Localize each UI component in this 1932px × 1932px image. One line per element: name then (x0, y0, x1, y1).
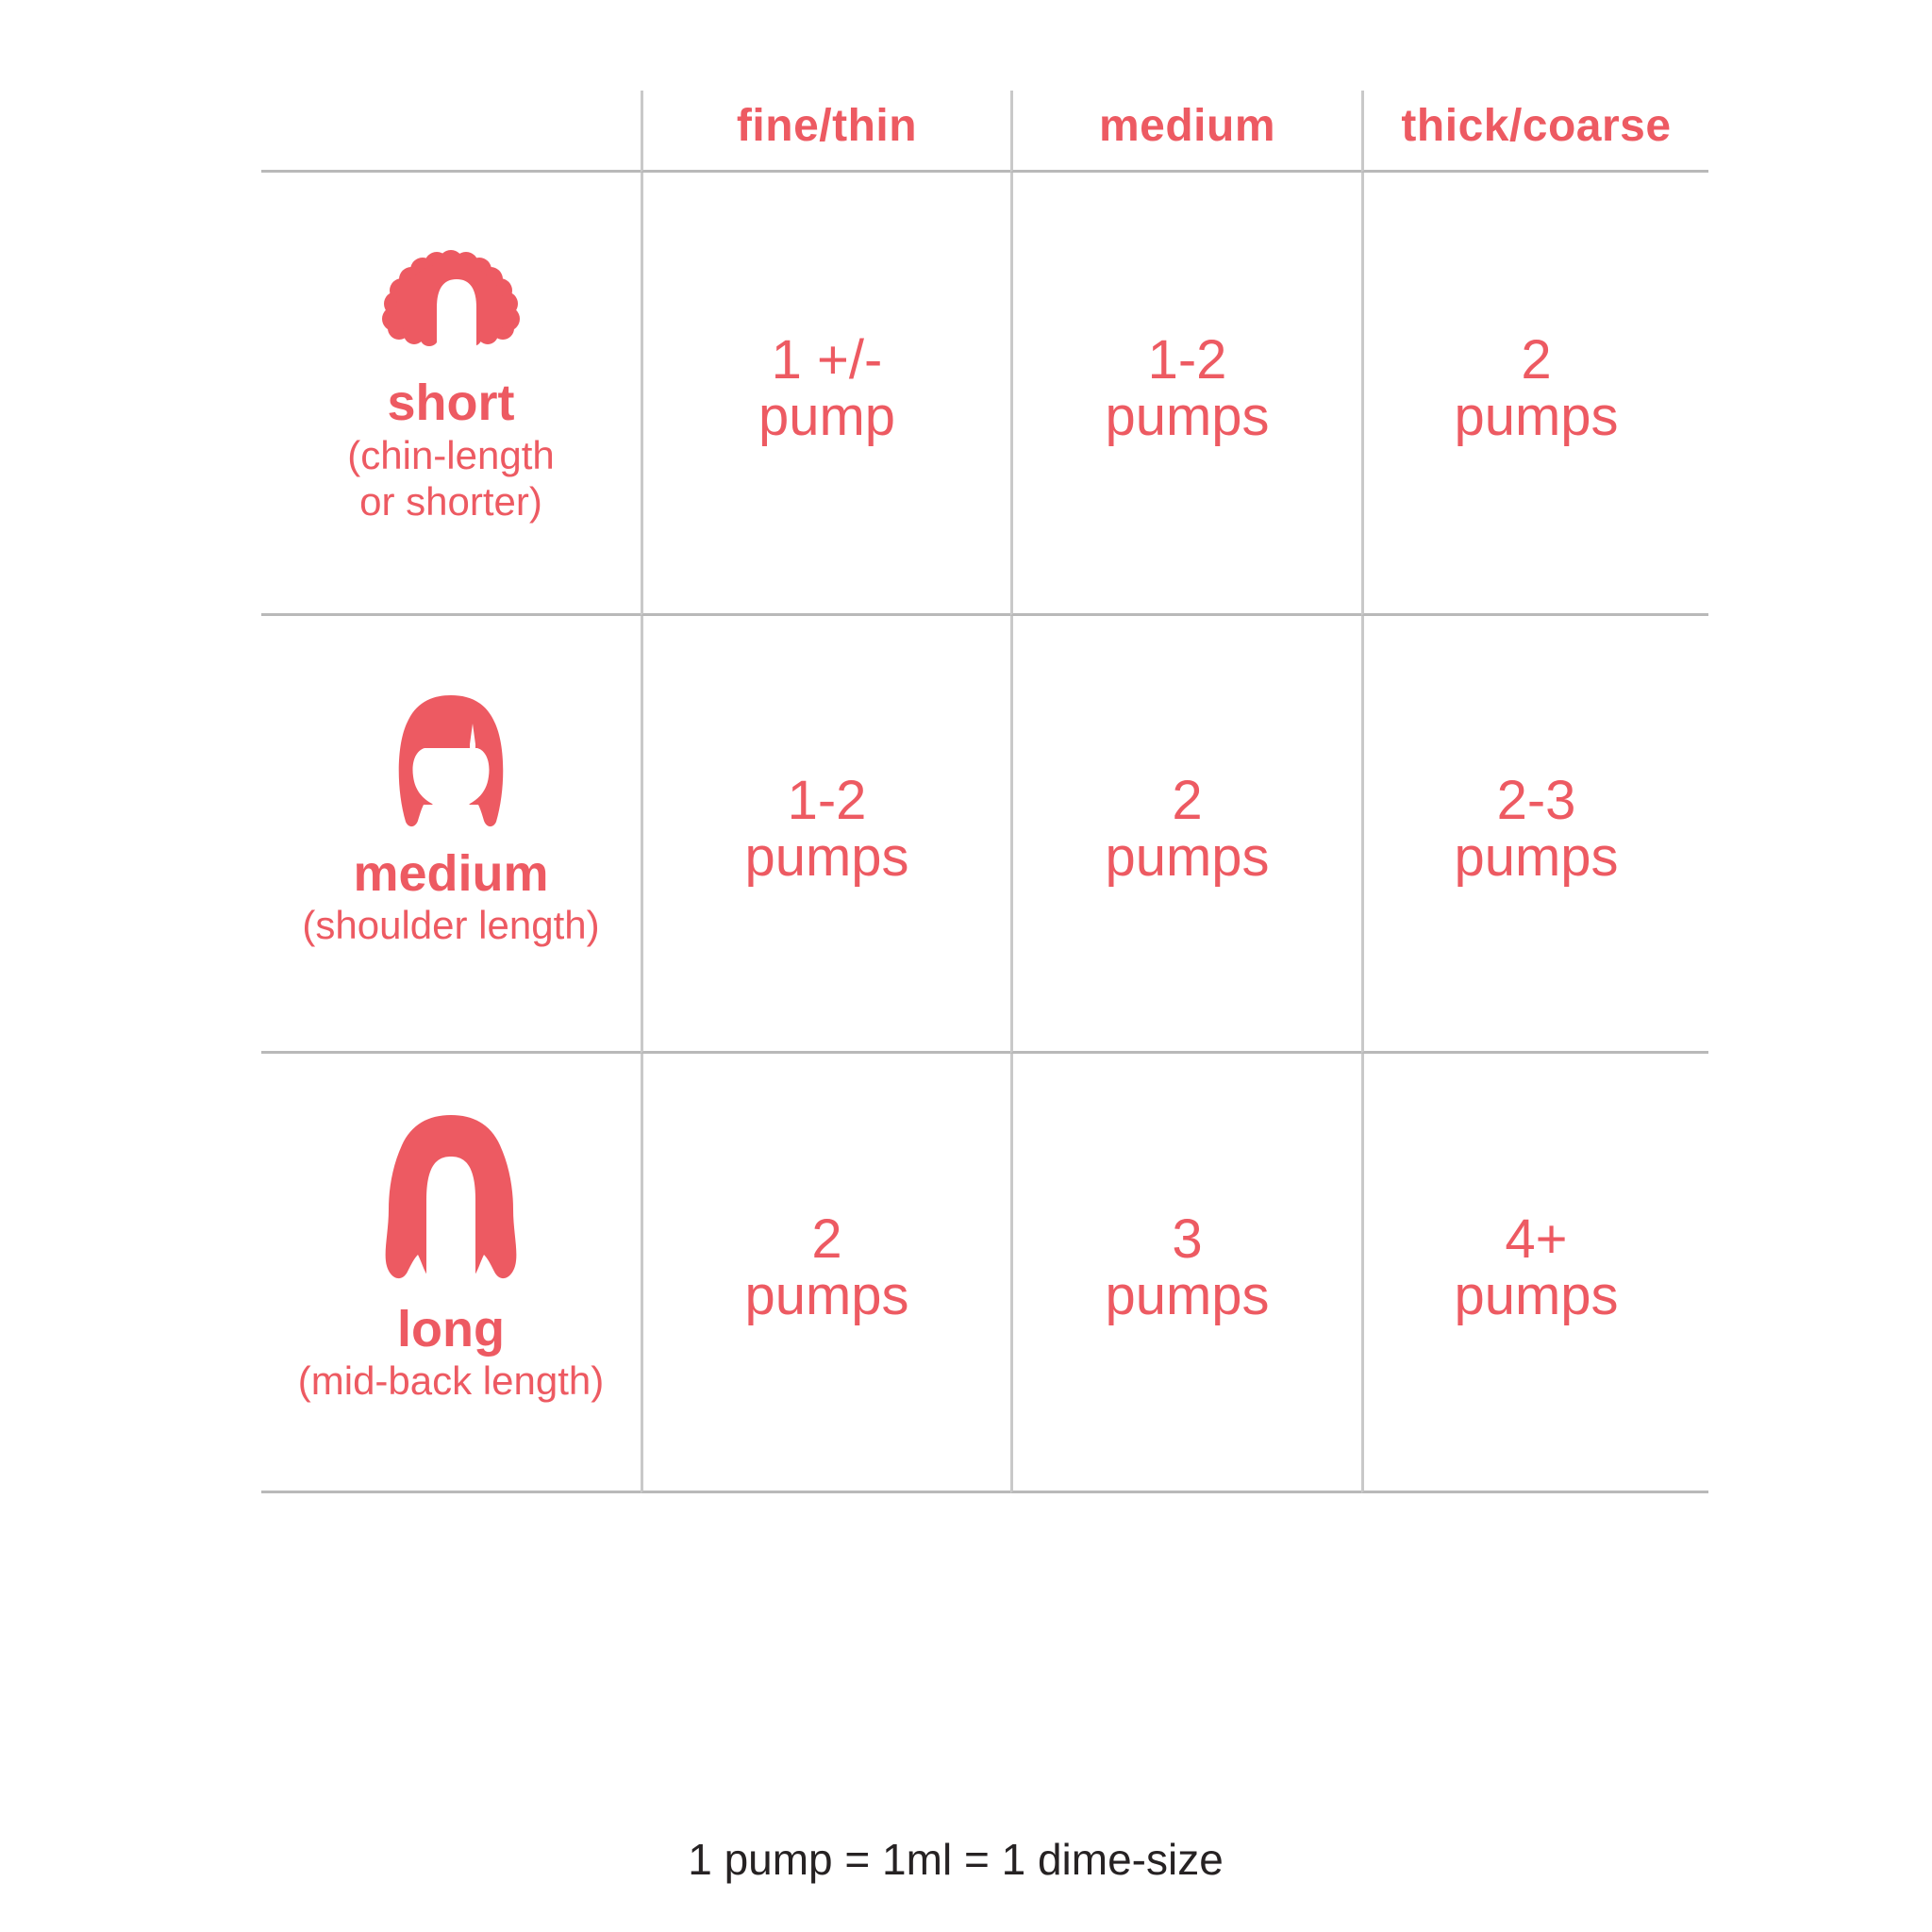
pump-amount: 2-3 (1496, 769, 1576, 831)
cell-long-thick-coarse (1361, 1054, 1708, 1493)
column-header-fine-thin: fine/thin (641, 91, 1010, 173)
pump-unit: pump (758, 385, 896, 447)
pump-unit: pumps (744, 825, 909, 888)
long-hair-icon (373, 1113, 529, 1289)
row-label: long (397, 1301, 505, 1358)
pump-unit: pumps (1454, 385, 1619, 447)
pump-unit: pumps (1105, 825, 1270, 888)
cell-medium-fine-thin (641, 616, 1010, 1054)
cell-short-medium (1010, 173, 1361, 616)
pump-amount: 4+ (1505, 1208, 1568, 1270)
cell-medium-thick-coarse (1361, 616, 1708, 1054)
pump-amount: 2 (1521, 328, 1552, 391)
row-header-long (261, 1054, 641, 1493)
pump-unit: pumps (744, 1264, 909, 1326)
column-header-medium: medium (1010, 91, 1361, 173)
header-corner-cell (261, 91, 641, 173)
pump-amount: 2 (811, 1208, 842, 1270)
pump-amount: 3 (1172, 1208, 1203, 1270)
column-header-thick-coarse: thick/coarse (1361, 91, 1708, 173)
cell-short-fine-thin (641, 173, 1010, 616)
row-label: short (387, 375, 515, 432)
dosage-table (261, 91, 1708, 1493)
pump-amount: 1 +/- (771, 328, 883, 391)
pump-unit: pumps (1105, 1264, 1270, 1326)
row-header-medium (261, 616, 641, 1054)
row-sublabel-line: (chin-length (347, 432, 555, 477)
row-sublabel-line: (shoulder length) (302, 903, 600, 948)
short-hair-icon (375, 234, 527, 362)
cell-long-medium (1010, 1054, 1361, 1493)
row-sublabel-line: or shorter) (359, 479, 542, 525)
pump-amount: 1-2 (1147, 328, 1227, 391)
row-sublabel-line: (mid-back length) (297, 1358, 605, 1404)
row-label: medium (353, 845, 549, 903)
pump-unit: pumps (1105, 385, 1270, 447)
pump-amount: 2 (1172, 769, 1203, 831)
cell-short-thick-coarse (1361, 173, 1708, 616)
medium-hair-icon (387, 691, 515, 833)
cell-medium-medium (1010, 616, 1361, 1054)
row-header-short (261, 173, 641, 616)
pump-amount: 1-2 (787, 769, 867, 831)
pump-unit: pumps (1454, 825, 1619, 888)
pump-unit: pumps (1454, 1264, 1619, 1326)
cell-long-fine-thin (641, 1054, 1010, 1493)
footer-note: 1 pump = 1ml = 1 dime-size (688, 1835, 1224, 1884)
